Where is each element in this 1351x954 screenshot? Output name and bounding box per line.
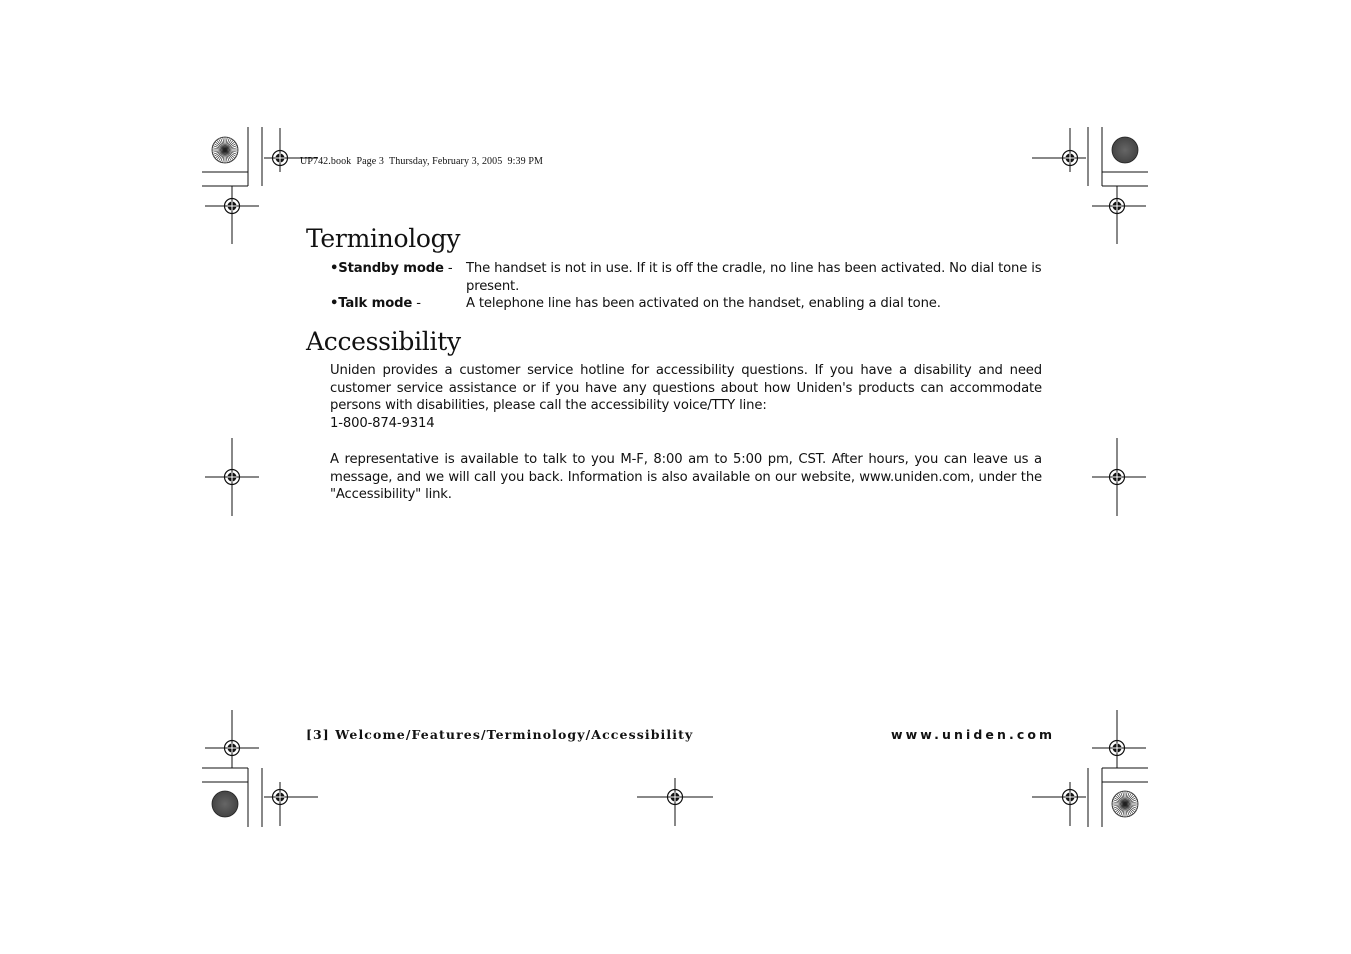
accessibility-paragraph-2: A representative is available to talk to you M-F, 8:00 am to 5:00 pm, CST. After hours, you can leave us a message, and we will call you back. Information is also available on our website, www.uniden.com, under the "Accessibility" link. [330,452,1042,503]
radial-starburst-icon [212,137,238,163]
term-talk-definition: A telephone line has been activated on the handset, enabling a dial tone. [466,296,941,311]
bullet: • [330,261,339,276]
term-name: Standby mode [338,261,444,276]
term-separator: - [443,261,453,276]
radial-starburst-icon [1112,791,1138,817]
terminology-heading: Terminology [306,224,461,253]
print-slug: UP742.book Page 3 Thursday, February 3, 2005 9:39 PM [300,156,543,167]
accessibility-heading: Accessibility [306,327,461,356]
term-standby-mode [330,260,452,278]
footer-page-section: [3] Welcome/Features/Terminology/Accessibility [306,727,694,742]
term-standby-definition: The handset is not in use. If it is off the cradle, no line has been activated. No dial tone is present. [466,261,1042,294]
term-separator: - [412,296,421,311]
term-name: Talk mode [338,296,413,311]
accessibility-phone-number: 1-800-874-9314 [330,416,435,431]
accessibility-paragraph-1: Uniden provides a customer service hotline for accessibility questions. If you have a disability and need customer service assistance or if you have any questions about how Uniden's products can accommodate persons with disabilities, please call the accessibility voice/TTY line: [330,363,1042,414]
term-talk-mode [330,295,421,313]
bullet: • [330,296,339,311]
footer-website: www.uniden.com [891,727,1056,742]
